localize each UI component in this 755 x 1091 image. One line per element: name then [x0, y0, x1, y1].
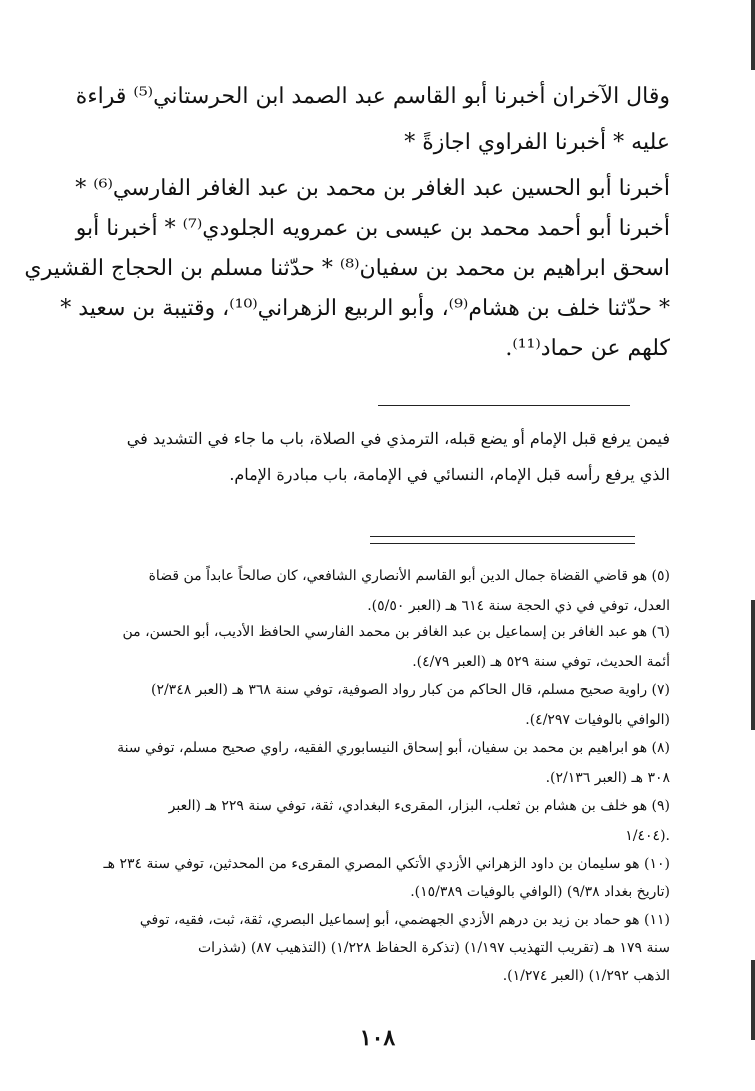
footnote-line: الذهب ١/٢٩٢) (العبر ١/٢٧٤).: [502, 968, 670, 984]
footnote-separator-top: [370, 536, 635, 537]
footnote-line: (تاريخ بغداد ٩/٣٨) (الوافي بالوفيات ١٥/٣٨٩).: [410, 884, 670, 900]
footnote-line: (١٠) هو سليمان بن داود الزهراني الأزدي الأتكي المصري المقرىء من المحدثين، توفي سنة ٢٣٤ هـ: [103, 856, 670, 872]
main-text-line: أخبرنا أبو أحمد محمد بن عيسى بن عمرويه الجلودي⁽⁷⁾ * أخبرنا أبو: [75, 216, 670, 241]
main-text-line: أخبرنا أبو الحسين عبد الغافر بن محمد بن عبد الغافر الفارسي⁽⁶⁾ *: [75, 176, 670, 201]
footnote-line: (الوافي بالوفيات ٤/٢٩٧).: [525, 712, 670, 728]
reference-note-line: الذي يرفع رأسه قبل الإمام، النسائي في الإمامة، باب مبادرة الإمام.: [229, 465, 670, 484]
main-text-line: وقال الآخران أخبرنا أبو القاسم عبد الصمد ابن الحرستاني⁽⁵⁾ قراءة: [75, 84, 670, 109]
footnote-line: العدل، توفي في ذي الحجة سنة ٦١٤ هـ (العبر ٥/٥٠).: [367, 598, 670, 614]
footnote-line: سنة ١٧٩ هـ (تقريب التهذيب ١/١٩٧) (تذكرة الحفاظ ١/٢٢٨) (التذهيب ٨٧) (شذرات: [198, 940, 670, 956]
footnote-line: ١/٤٠٤).: [625, 828, 670, 844]
scan-edge: [751, 600, 755, 730]
footnote-line: (١١) هو حماد بن زيد بن درهم الأزدي الجهضمي، أبو إسماعيل البصري، ثقة، ثبت، فقيه، توفي: [139, 912, 670, 928]
footnote-line: (٥) هو قاضي القضاة جمال الدين أبو القاسم الأنصاري الشافعي، كان صالحاً عابداً من قضاة: [148, 568, 670, 584]
footnote-line: (٧) راوية صحيح مسلم، قال الحاكم من كبار رواد الصوفية، توفي سنة ٣٦٨ هـ (العبر ٢/٣٤٨): [150, 682, 670, 698]
main-text-line: اسحق ابراهيم بن محمد بن سفيان⁽⁸⁾ * حدّثنا مسلم بن الحجاج القشيري: [24, 256, 670, 281]
main-text-line: * حدّثنا خلف بن هشام⁽⁹⁾، وأبو الربيع الزهراني⁽¹⁰⁾، وقتيبة بن سعيد *: [60, 296, 670, 321]
main-text-line: كلهم عن حماد⁽¹¹⁾.: [505, 336, 670, 361]
page-number: ١٠٨: [359, 1025, 396, 1051]
note-separator: [378, 405, 630, 406]
main-text-line: عليه * أخبرنا الفراوي اجازةً *: [404, 130, 670, 155]
footnote-line: ٣٠٨ هـ (العبر ٢/١٣٦).: [545, 770, 670, 786]
footnote-line: (٨) هو ابراهيم بن محمد بن سفيان، أبو إسحاق النيسابوري الفقيه، راوي صحيح مسلم، توفي سنة: [117, 740, 670, 756]
reference-note-line: فيمن يرفع قبل الإمام أو يضع قبله، الترمذي في الصلاة، باب ما جاء في التشديد في: [126, 429, 670, 448]
footnote-line: أئمة الحديث، توفي سنة ٥٢٩ هـ (العبر ٤/٧٩).: [412, 654, 670, 670]
footnote-line: (٩) هو خلف بن هشام بن ثعلب، البزار، المقرىء البغدادي، ثقة، توفي سنة ٢٢٩ هـ (العبر: [168, 798, 670, 814]
footnote-separator-bottom: [370, 543, 635, 544]
scan-edge: [751, 960, 755, 1040]
scan-edge: [751, 0, 755, 70]
footnote-line: (٦) هو عبد الغافر بن إسماعيل بن عبد الغافر بن محمد الفارسي الحافظ الأديب، أبو الحسن، من: [122, 624, 670, 640]
